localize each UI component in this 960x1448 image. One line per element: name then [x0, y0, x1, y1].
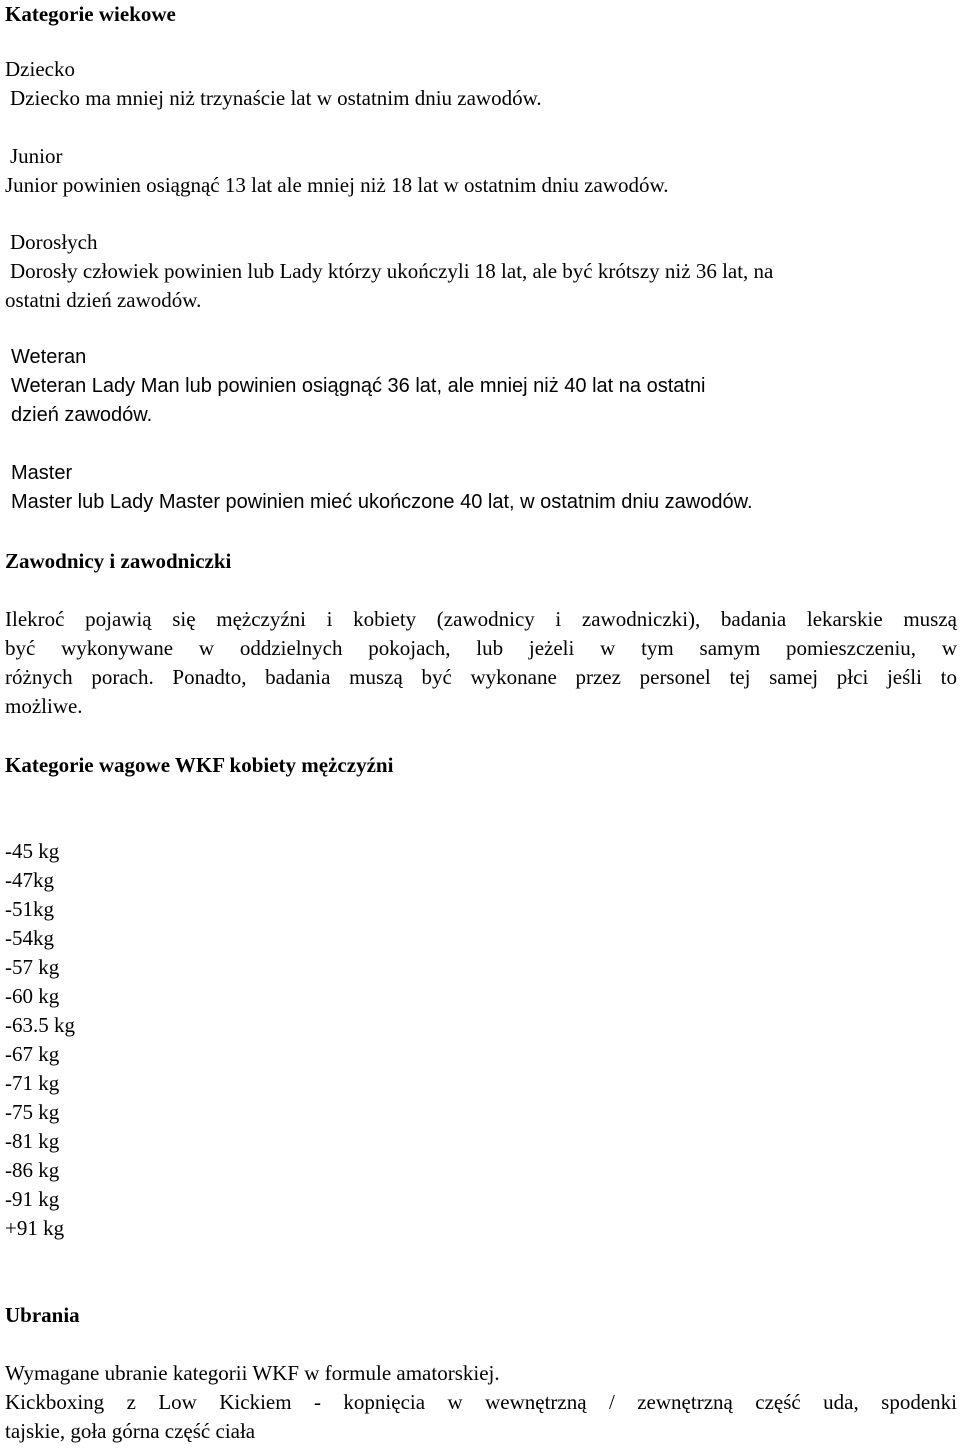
category-desc-veteran-line-1: Weteran Lady Man lub powinien osiągnąć 36 lat, ale mniej niż 40 lat na ostatni: [11, 375, 706, 397]
category-desc-veteran-line-2: dzień zawodów.: [11, 404, 153, 426]
competitors-paragraph-line-1: Ilekroć pojawią się mężczyźni i kobiety (zawodnicy i zawodniczki), badania lekarskie muszą: [5, 607, 957, 631]
list-item: -91 kg: [5, 1187, 60, 1211]
category-title-adult: Dorosłych: [10, 230, 98, 254]
list-item: -86 kg: [5, 1158, 60, 1182]
list-item: -67 kg: [5, 1042, 60, 1066]
list-item: -75 kg: [5, 1100, 60, 1124]
list-item: -71 kg: [5, 1071, 60, 1095]
clothes-line-3: tajskie, goła górna część ciała: [5, 1419, 256, 1443]
section-heading-competitors: Zawodnicy i zawodniczki: [5, 549, 232, 573]
section-heading-age-categories: Kategorie wiekowe: [5, 2, 176, 26]
list-item: -45 kg: [5, 839, 60, 863]
category-title-child: Dziecko: [5, 57, 75, 81]
list-item: -60 kg: [5, 984, 60, 1008]
category-desc-adult-line-1: Dorosły człowiek powinien lub Lady którzy ukończyli 18 lat, ale być krótszy niż 36 lat, na: [10, 259, 774, 283]
list-item: -81 kg: [5, 1129, 60, 1153]
competitors-paragraph-line-2: być wykonywane w oddzielnych pokojach, lub jeżeli w tym samym pomieszczeniu, w: [5, 636, 957, 660]
category-title-master: Master: [11, 462, 73, 484]
category-title-junior: Junior: [10, 144, 63, 168]
section-heading-weight-categories: Kategorie wagowe WKF kobiety mężczyźni: [5, 753, 394, 777]
list-item: -54kg: [5, 926, 54, 950]
list-item: +91 kg: [5, 1216, 65, 1240]
category-desc-child: Dziecko ma mniej niż trzynaście lat w ostatnim dniu zawodów.: [10, 86, 542, 110]
competitors-paragraph-line-4: możliwe.: [5, 694, 83, 718]
clothes-line-1: Wymagane ubranie kategorii WKF w formule amatorskiej.: [5, 1361, 500, 1385]
competitors-paragraph-line-3: różnych porach. Ponadto, badania muszą być wykonane przez personel tej samej płci jeśli to: [5, 665, 957, 689]
category-desc-junior: Junior powinien osiągnąć 13 lat ale mniej niż 18 lat w ostatnim dniu zawodów.: [5, 173, 669, 197]
section-heading-clothes: Ubrania: [5, 1303, 80, 1327]
category-desc-master: Master lub Lady Master powinien mieć ukończone 40 lat, w ostatnim dniu zawodów.: [11, 491, 753, 513]
category-title-veteran: Weteran: [11, 346, 87, 368]
category-desc-adult-line-2: ostatni dzień zawodów.: [5, 288, 202, 312]
list-item: -63.5 kg: [5, 1013, 75, 1037]
clothes-line-2: Kickboxing z Low Kickiem - kopnięcia w wewnętrzną / zewnętrzną część uda, spodenki: [5, 1390, 957, 1414]
list-item: -57 kg: [5, 955, 60, 979]
list-item: -51kg: [5, 897, 54, 921]
list-item: -47kg: [5, 868, 54, 892]
